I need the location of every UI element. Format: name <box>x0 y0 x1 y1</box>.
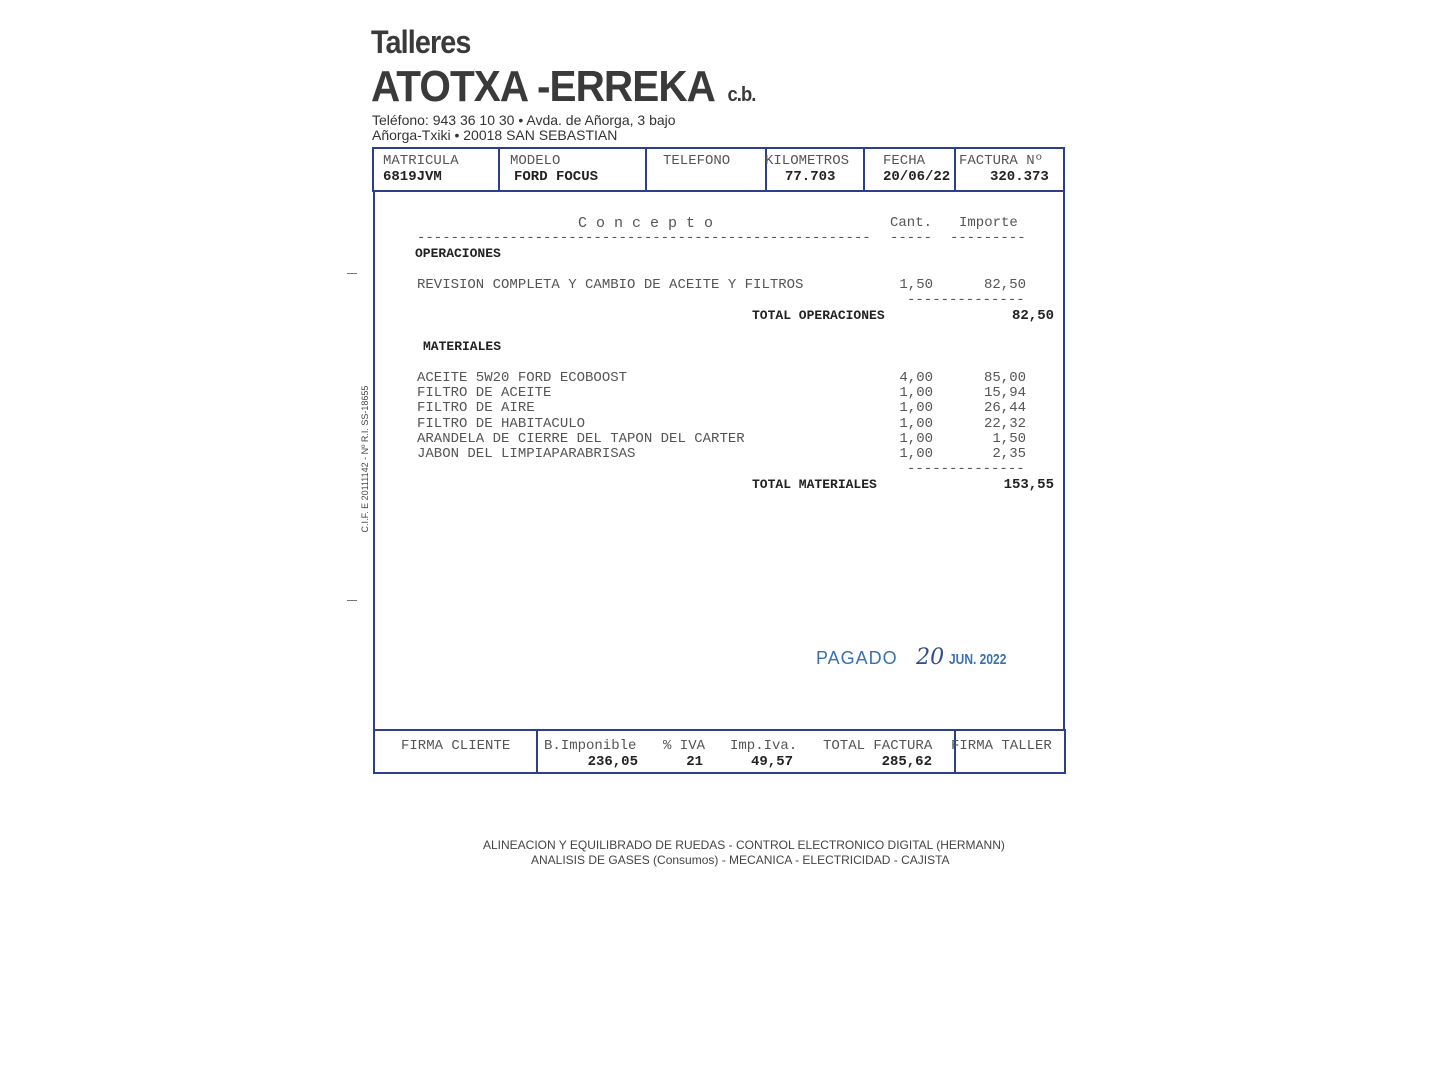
kilometros-label: KILOMETROS <box>765 153 850 169</box>
item-importe: 22,32 <box>983 416 1026 432</box>
item-importe: 26,44 <box>983 400 1026 416</box>
total-label: TOTAL FACTURA <box>823 738 933 754</box>
total-operaciones-value: 82,50 <box>1011 308 1054 324</box>
item-importe: 2,35 <box>992 446 1026 462</box>
kilometros-value: 77.703 <box>785 169 836 185</box>
divider <box>498 148 500 191</box>
matricula-label: MATRICULA <box>383 153 459 169</box>
company-address-line1: Teléfono: 943 36 10 30 • Avda. de Añorga, 3 bajo <box>372 112 676 128</box>
imp-iva-label: Imp.Iva. <box>730 738 798 754</box>
company-suffix: c.b. <box>727 84 756 106</box>
cant-header: Cant. <box>890 215 933 231</box>
operaciones-title: OPERACIONES <box>415 246 501 261</box>
fecha-value: 20/06/22 <box>883 169 951 185</box>
iva-pct-label: % IVA <box>663 738 706 754</box>
company-address-line2: Añorga-Txiki • 20018 SAN SEBASTIAN <box>372 127 618 143</box>
stamp-pagado: PAGADO <box>816 648 898 668</box>
subtotal-dashes: -------------- <box>907 292 1025 308</box>
subtotal-dashes: -------------- <box>907 461 1025 477</box>
item-cant: 4,00 <box>899 370 933 386</box>
base-label: B.Imponible <box>544 738 637 754</box>
imp-iva-value: 49,57 <box>750 754 793 770</box>
materiales-title: MATERIALES <box>423 339 502 354</box>
telefono-label: TELEFONO <box>663 153 731 169</box>
fecha-label: FECHA <box>883 153 926 169</box>
item-cant: 1,00 <box>899 416 933 432</box>
item-desc: ARANDELA DE CIERRE DEL TAPON DEL CARTER <box>417 431 745 447</box>
matricula-value: 6819JVM <box>383 169 442 185</box>
item-desc: REVISION COMPLETA Y CAMBIO DE ACEITE Y FILTROS <box>417 277 804 293</box>
factura-label: FACTURA Nº <box>959 153 1044 169</box>
paid-stamp <box>816 645 1020 670</box>
importe-header: Importe <box>959 215 1018 231</box>
company-talleres: Talleres <box>371 24 471 60</box>
iva-pct-value: 21 <box>686 754 703 770</box>
total-materiales-value: 153,55 <box>1003 477 1054 493</box>
divider <box>536 730 538 773</box>
total-operaciones-label: TOTAL OPERACIONES <box>752 308 885 323</box>
modelo-value: FORD FOCUS <box>514 169 599 185</box>
item-desc: FILTRO DE AIRE <box>417 400 535 416</box>
factura-value: 320.373 <box>990 169 1049 185</box>
base-value: 236,05 <box>587 754 638 770</box>
divider <box>645 148 647 191</box>
stamp-month-year: JUN. 2022 <box>948 651 1006 668</box>
item-importe: 85,00 <box>983 370 1026 386</box>
total-materiales-label: TOTAL MATERIALES <box>752 477 877 492</box>
total-value: 285,62 <box>881 754 932 770</box>
item-importe: 82,50 <box>983 277 1026 293</box>
margin-tick-bottom <box>347 600 357 601</box>
header-dashes-concepto: ------------------------------------------------------ <box>417 230 871 246</box>
item-cant: 1,00 <box>899 400 933 416</box>
divider <box>954 148 956 191</box>
item-desc: FILTRO DE ACEITE <box>417 385 552 401</box>
item-cant: 1,50 <box>899 277 933 293</box>
firma-cliente-label: FIRMA CLIENTE <box>401 738 511 754</box>
margin-tick-top <box>347 273 357 274</box>
concepto-header: C o n c e p t o <box>578 215 714 232</box>
header-dashes-cant: ----- <box>890 230 933 246</box>
company-cif: C.I.F. E 20111142 - Nº R.I. SS-18655 <box>360 385 370 533</box>
modelo-label: MODELO <box>510 153 561 169</box>
header-dashes-importe: --------- <box>950 230 1026 246</box>
item-cant: 1,00 <box>899 431 933 447</box>
divider <box>863 148 865 191</box>
footer-line1: ALINEACION Y EQUILIBRADO DE RUEDAS - CONTROL ELECTRONICO DIGITAL (HERMANN) <box>483 838 1005 852</box>
firma-taller-label: FIRMA TALLER <box>951 738 1052 754</box>
footer-line2: ANALISIS DE GASES (Consumos) - MECANICA - ELECTRICIDAD - CAJISTA <box>531 853 950 867</box>
item-desc: FILTRO DE HABITACULO <box>417 416 586 432</box>
item-importe: 15,94 <box>983 385 1026 401</box>
item-desc: JABON DEL LIMPIAPARABRISAS <box>417 446 636 462</box>
company-name <box>371 62 755 112</box>
item-importe: 1,50 <box>992 431 1026 447</box>
item-cant: 1,00 <box>899 446 933 462</box>
item-desc: ACEITE 5W20 FORD ECOBOOST <box>417 370 628 386</box>
stamp-day: 20 <box>916 645 945 670</box>
item-cant: 1,00 <box>899 385 933 401</box>
company-name-main: ATOTXA -ERREKA <box>371 62 714 111</box>
